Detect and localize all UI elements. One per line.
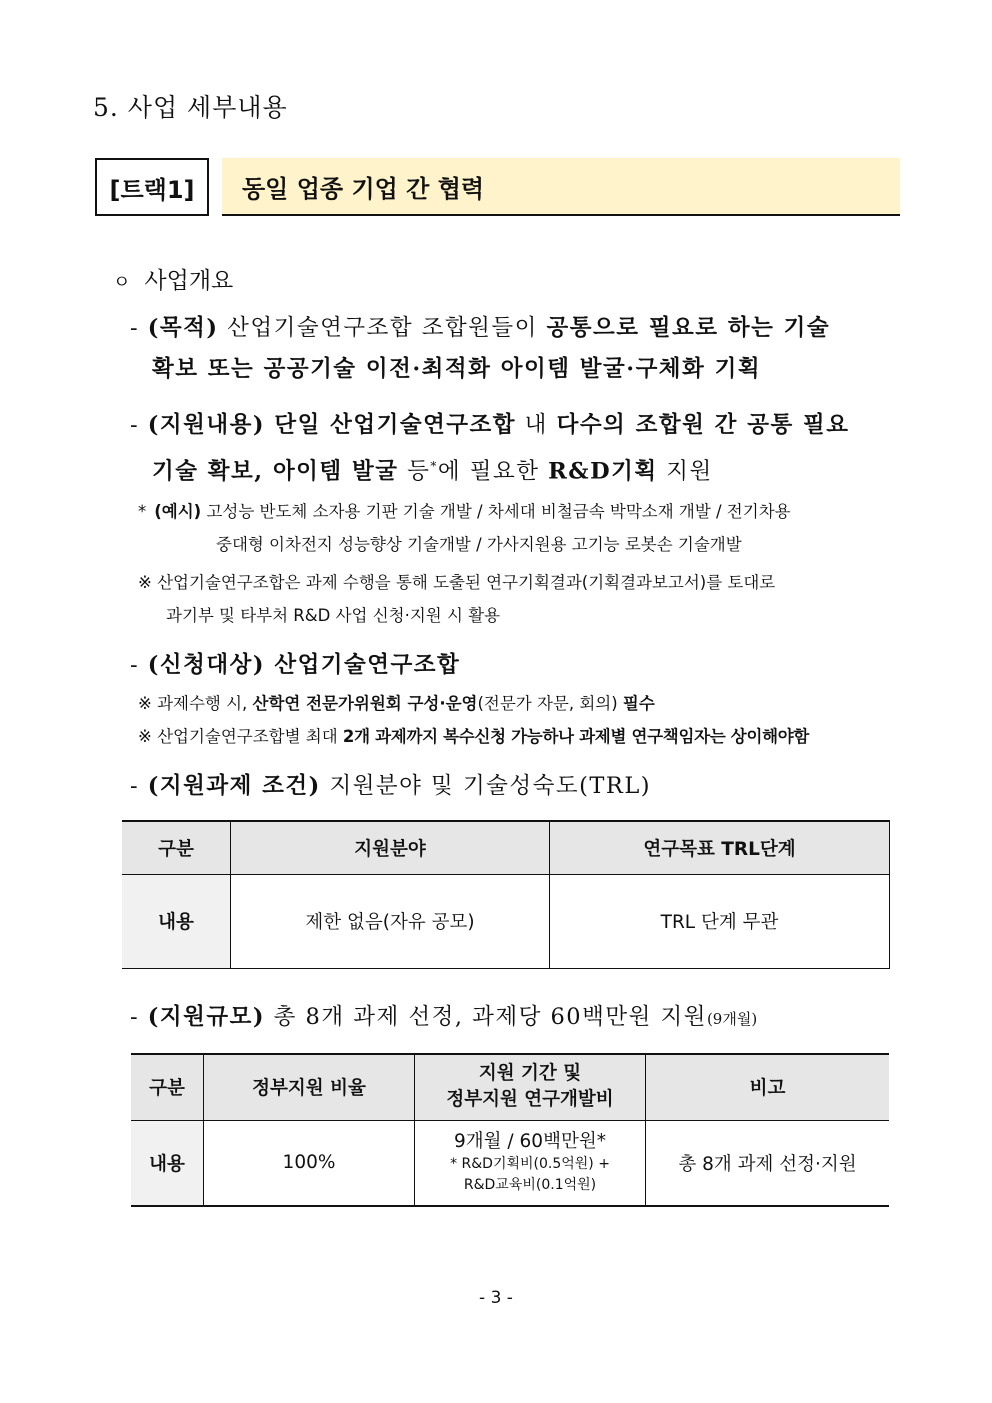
period-detail-2: R&D교육비(0.1억원): [463, 1176, 597, 1193]
support-content-item: [130, 405, 902, 493]
dash: -: [130, 315, 140, 341]
applicant-label: (신청대상): [147, 652, 265, 678]
purpose-item: [130, 308, 902, 390]
support-text-3: 에 필요한: [437, 458, 549, 485]
table-header-cell: 비고: [646, 1054, 890, 1120]
conditions-label: (지원과제 조건): [147, 773, 321, 799]
track-title: [222, 158, 900, 216]
dash: -: [130, 412, 140, 438]
applicant-note-2-text: 산업기술연구조합별 최대: [151, 727, 343, 746]
support-emphasis-4: R&D기획: [548, 458, 658, 485]
table-cell: 100%: [204, 1120, 415, 1206]
support-content-label: (지원내용): [147, 412, 265, 438]
purpose-label: (목적): [147, 315, 219, 341]
reference-marker: ※: [138, 573, 152, 592]
track-title-text: 동일 업종 기업 간 협력: [242, 174, 485, 203]
table-cell: [415, 1120, 646, 1206]
applicant-note-2: [138, 720, 809, 753]
table-cell: TRL 단계 무관: [550, 874, 890, 968]
scale-duration: (9개월): [706, 1010, 758, 1028]
table-header-cell: 구분: [131, 1054, 204, 1120]
scale-text: 총 8개 과제 선정, 과제당 60백만원 지원: [265, 1004, 707, 1030]
period-amount: 9개월 / 60백만원*: [454, 1130, 606, 1152]
conditions-text: 지원분야 및 기술성숙도(TRL): [320, 773, 652, 799]
applicant-item: [130, 645, 460, 686]
table-header-line-2: 정부지원 연구개발비: [446, 1089, 614, 1111]
table-header-line-1: 지원 기간 및: [478, 1063, 582, 1085]
table-row: [122, 874, 890, 968]
table-header-row: [122, 821, 890, 874]
purpose-emphasis: 공통으로 필요로 하는 기술: [546, 315, 831, 341]
reference-marker: ※: [138, 727, 152, 746]
table-header-row: [131, 1054, 889, 1120]
purpose-text: 산업기술연구조합 조합원들이: [218, 315, 547, 341]
table-header-cell: 연구목표 TRL단계: [550, 821, 890, 874]
support-text-4: 지원: [657, 458, 713, 485]
reference-line-1: 산업기술연구조합은 과제 수행을 통해 도출된 연구기획결과(기획결과보고서)를 토대로: [151, 573, 776, 592]
support-emphasis-2: 다수의 조합원 간 공통 필요: [556, 412, 850, 438]
dash: -: [130, 652, 140, 678]
example-line-1: 고성능 반도체 소자용 기판 기술 개발 / 차세대 비철금속 박막소재 개발 / 전기차용: [201, 502, 791, 521]
circle-bullet-icon: ㅇ: [113, 272, 131, 293]
example-note: [138, 495, 898, 561]
support-text-1: 내: [516, 412, 557, 438]
table-cell: 제한 없음(자유 공모): [231, 874, 550, 968]
footnote-marker: *: [430, 459, 438, 473]
support-text-2: 등: [398, 458, 431, 485]
table-header-cell: 정부지원 비율: [204, 1054, 415, 1120]
table-row-label: 내용: [122, 874, 231, 968]
conditions-table: [122, 820, 890, 969]
support-emphasis-3: 기술 확보, 아이템 발굴: [152, 458, 399, 485]
applicant-note-2-emphasis: 2개 과제까지 복수신청 가능하나 과제별 연구책임자는 상이해야함: [342, 727, 810, 746]
dash: -: [130, 773, 140, 799]
scale-item: [130, 997, 757, 1040]
page-number: - 3 -: [479, 1288, 513, 1308]
dash: -: [130, 1004, 140, 1030]
track-label: [트랙1]: [95, 158, 209, 216]
reference-note: [138, 566, 898, 632]
applicant-note-1-required: 필수: [622, 694, 655, 713]
applicant-note-1-text-2: (전문가 자문, 회의): [477, 694, 623, 713]
table-row-label: 내용: [131, 1120, 204, 1206]
support-emphasis-1: 단일 산업기술연구조합: [265, 412, 517, 438]
table-cell: 총 8개 과제 선정·지원: [646, 1120, 890, 1206]
purpose-emphasis-2: 확보 또는 공공기술 이전·최적화 아이템 발굴·구체화 기획: [152, 356, 762, 382]
scale-table: [131, 1053, 889, 1207]
reference-line-2: 과기부 및 타부처 R&D 사업 신청·지원 시 활용: [166, 606, 501, 625]
table-header-cell: 구분: [122, 821, 231, 874]
reference-marker: ※: [138, 694, 152, 713]
overview-heading: [113, 262, 233, 295]
example-label: (예시): [154, 502, 202, 521]
overview-heading-text: 사업개요: [144, 268, 234, 294]
table-row: [131, 1120, 889, 1206]
conditions-item: [130, 766, 651, 807]
table-header-cell: 지원분야: [231, 821, 550, 874]
applicant-note-1-text: 과제수행 시,: [151, 694, 253, 713]
example-line-2: 중대형 이차전지 성능향상 기술개발 / 가사지원용 고기능 로봇손 기술개발: [216, 535, 742, 554]
asterisk-marker: *: [138, 502, 147, 521]
table-header-cell: [415, 1054, 646, 1120]
period-detail-1: * R&D기획비(0.5억원) +: [450, 1155, 610, 1172]
applicant-text: 산업기술연구조합: [265, 652, 461, 678]
scale-label: (지원규모): [147, 1004, 265, 1030]
section-heading: 5. 사업 세부내용: [93, 93, 288, 122]
applicant-note-1-emphasis: 산학연 전문가위원회 구성·운영: [252, 694, 478, 713]
applicant-note-1: [138, 687, 655, 720]
